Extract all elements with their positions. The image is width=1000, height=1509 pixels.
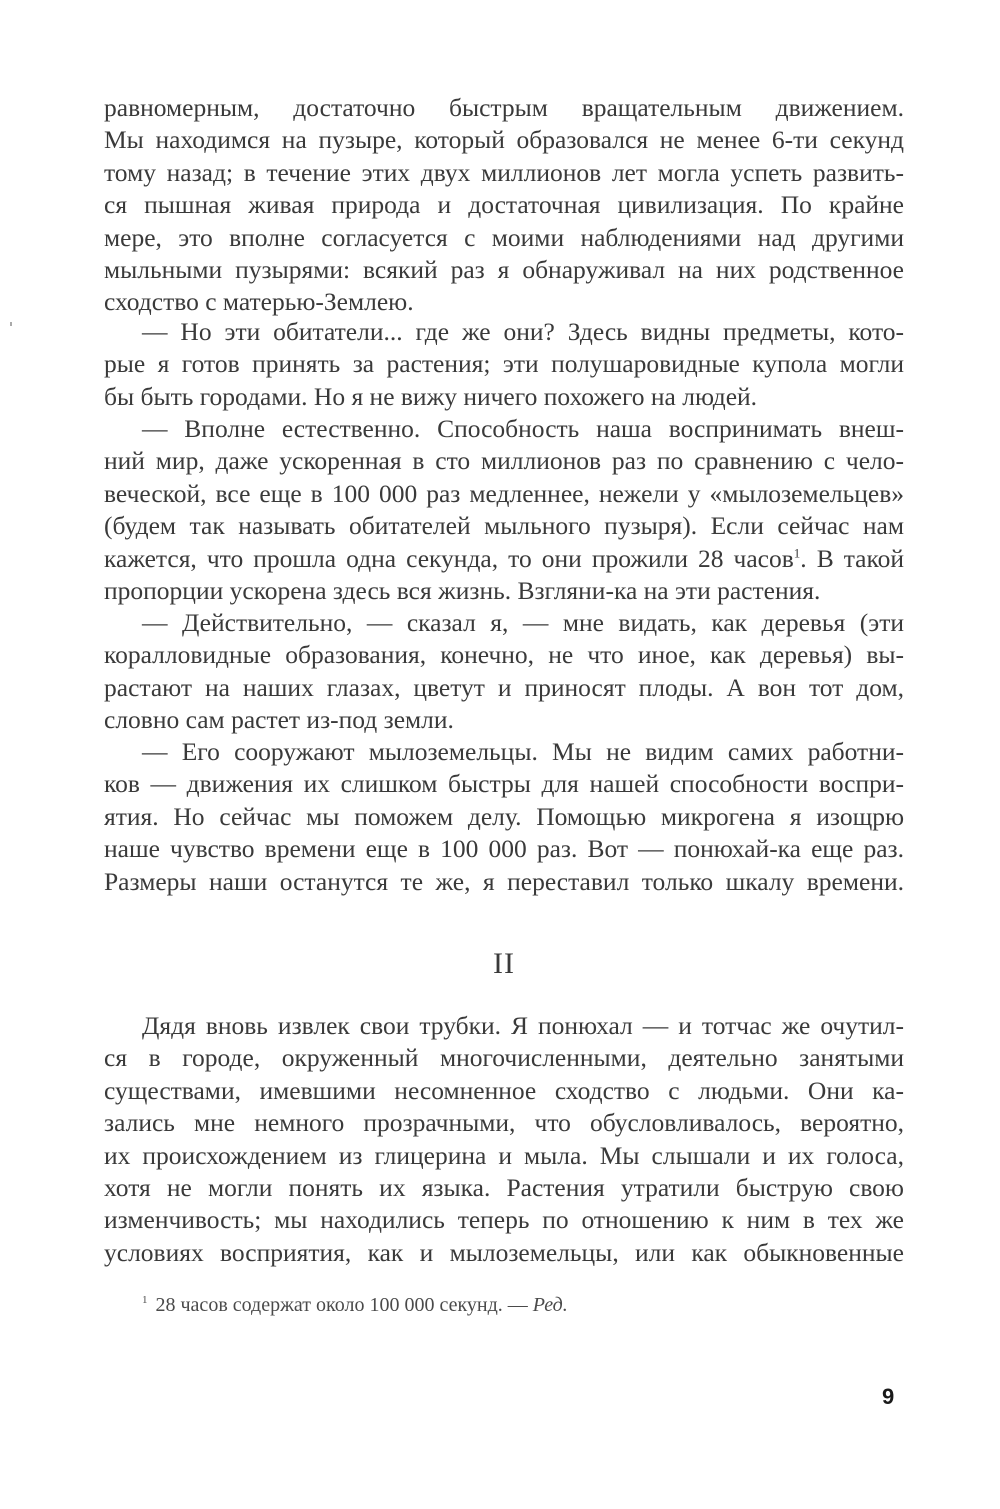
footnote-text: 28 часов содержат около 100 000 секунд. —	[155, 1294, 528, 1316]
text-line: веческой, все еще в 100 000 раз медленнее, нежели у «мылоземельцев»	[104, 478, 904, 508]
text-line: — Но эти обитатели... где же они? Здесь видны предметы, кото-	[142, 317, 904, 346]
paragraph	[104, 607, 904, 737]
footnote	[142, 1294, 568, 1317]
paragraph	[104, 1010, 904, 1269]
text-line: Мы находимся на пузыре, который образовался не менее 6-ти секунд	[104, 125, 904, 155]
text-line: Размеры наши останутся те же, я переставил только шкалу времени.	[104, 866, 904, 896]
text-line: условиях восприятия, как и мылоземельцы, или как обыкновенные	[104, 1237, 904, 1267]
text-line: сходство с матерью-Землею.	[104, 287, 414, 317]
text-line: существами, имевшими несомненное сходство с людьми. Они ка-	[104, 1075, 904, 1105]
text-line-with-footnote	[104, 543, 904, 575]
text-line: — Действительно, — сказал я, — мне видать, как деревья (эти	[142, 608, 904, 637]
text-line: бы быть городами. Но я не вижу ничего похожего на людей.	[104, 381, 758, 411]
paragraph	[104, 92, 904, 319]
text-line: (будем так называть обитателей мыльного пузыря). Если сейчас нам	[104, 511, 904, 541]
text-line: наше чувство времени еще в 100 000 раз. Вот — понюхай-ка еще раз.	[104, 834, 904, 864]
text-line: словно сам растет из-под земли.	[104, 705, 454, 735]
text-line: — Вполне естественно. Способность наша воспринимать внеш-	[142, 414, 904, 443]
text-line: ятия. Но сейчас мы поможем делу. Помощью микрогена я изощрю	[104, 801, 904, 831]
paragraph	[104, 413, 904, 607]
text-line: ся пышная живая природа и достаточная цивилизация. По крайне	[104, 190, 904, 220]
text-line: ний мир, даже ускоренная в сто миллионов раз по сравнению с чело-	[104, 446, 904, 476]
text-line: ков — движения их слишком быстры для нашей способности воспри-	[104, 769, 904, 799]
text-line: Дядя вновь извлек свои трубки. Я понюхал — и тотчас же очутил-	[142, 1011, 904, 1040]
text-line: мере, это вполне согласуется с моими наблюдениями над другими	[104, 222, 904, 252]
margin-speck	[10, 322, 12, 326]
paragraph	[104, 736, 904, 898]
text-line: пропорции ускорена здесь вся жизнь. Взгляни-ка на эти растения.	[104, 576, 821, 606]
text-line: хотя не могли понять их языка. Растения утратили быструю свою	[104, 1173, 904, 1203]
text-line: зались мне немного прозрачными, что обусловливалось, вероятно,	[104, 1108, 904, 1138]
text-line: изменчивость; мы находились теперь по отношению к ним в тех же	[104, 1205, 904, 1235]
text-line: тому назад; в течение этих двух миллионов лет могла успеть развить-	[104, 157, 904, 187]
section-heading: II	[493, 947, 515, 980]
footnote-reference: 1	[793, 545, 801, 561]
text-line: растают на наших глазах, цветут и приносят плоды. А вон тот дом,	[104, 672, 904, 702]
text-line: мыльными пузырями: всякий раз я обнаруживал на них родственное	[104, 255, 904, 285]
text-line: рые я готов принять за растения; эти полушаровидные купола могли	[104, 349, 904, 379]
text-segment: . В такой	[800, 543, 904, 573]
paragraph	[104, 316, 904, 413]
text-segment: кажется, что прошла одна секунда, то они прожили 28 часов	[104, 543, 794, 573]
text-line: — Его сооружают мылоземельцы. Мы не видим самих работни-	[142, 737, 904, 766]
page-number: 9	[882, 1384, 895, 1409]
footnote-editor-note: Ред.	[532, 1294, 568, 1316]
text-line: коралловидные образования, конечно, не что иное, как деревья) вы-	[104, 640, 904, 670]
text-line: их происхождением из глицерина и мыла. Мы слышали и их голоса,	[104, 1140, 904, 1170]
text-line: ся в городе, окруженный многочисленными, деятельно занятыми	[104, 1043, 904, 1073]
footnote-marker: 1	[142, 1294, 148, 1307]
text-line: равномерным, достаточно быстрым вращательным движением.	[104, 93, 904, 122]
